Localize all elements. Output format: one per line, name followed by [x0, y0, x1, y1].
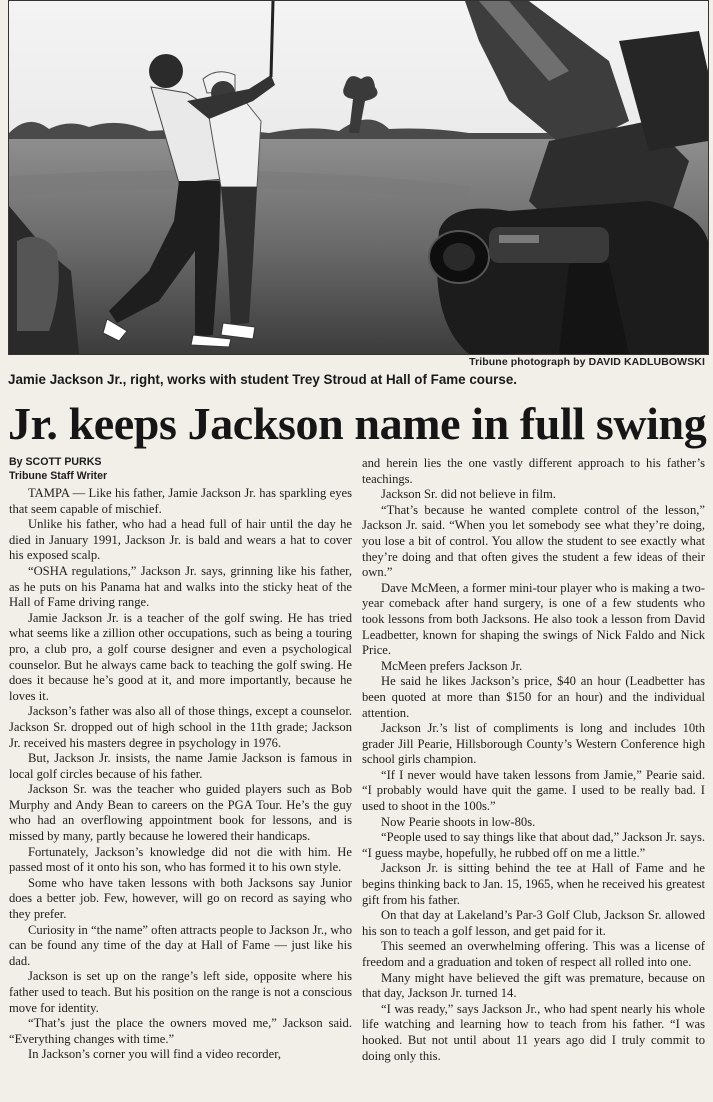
paragraph: This seemed an overwhelming offering. This was a license of freedom and a graduation and token of respect all rolled into one.: [362, 939, 705, 969]
paragraph: McMeen prefers Jackson Jr.: [381, 658, 523, 673]
paragraph: Unlike his father, who had a head full of hair until the day he died in January 1991, Jackson Jr. is bald and wears a hat to cover his exposed scalp.: [9, 517, 352, 563]
paragraph: “People used to say things like that about dad,” Jackson Jr. says. “I guess maybe, hopefully, he rubbed off on me a little.”: [362, 830, 705, 860]
paragraph: Many might have believed the gift was premature, because on that day, Jackson Jr. turned 14.: [362, 970, 705, 1001]
paragraph: “I was ready,” says Jackson Jr., who had spent nearly his whole life watching and learning how to teach from his father. “I was hooked. But not until about 11 years ago did I truly commit to doing only this.: [362, 1001, 705, 1063]
paragraph: “OSHA regulations,” Jackson Jr. says, grinning like his father, as he puts on his Panama hat and walks into the sticky heat of the Hall of Fame driving range.: [9, 563, 352, 610]
paragraph: Jamie Jackson Jr. is a teacher of the golf swing. He has tried what seems like a zillion other occupations, such as being a touring pro, a club pro, a golf course designer and even a psychological counselor. But he always came back to teaching the golf swing. He does it because he’s good at it, and more importantly, because he loves it.: [9, 610, 352, 703]
article-headline: Jr. keeps Jackson name in full swing: [8, 398, 707, 449]
paragraph: “That’s just the place the owners moved me,” Jackson said. “Everything changes with time.”: [9, 1016, 352, 1046]
byline-title: Tribune Staff Writer: [9, 469, 108, 482]
paragraph: TAMPA — Like his father, Jamie Jackson Jr. has sparkling eyes that seem capable of mischief.: [9, 486, 352, 516]
paragraph: In Jackson’s corner you will find a video recorder,: [28, 1047, 282, 1062]
paragraph: Jackson is set up on the range’s left side, opposite where his father used to teach. But his position on the range is not a conscious move for identity.: [9, 969, 352, 1015]
paragraph: Jackson Jr. is sitting behind the tee at Hall of Fame and he begins thinking back to Jan. 15, 1965, when he received his greatest gift from his father.: [362, 861, 705, 907]
paragraph: Curiosity in “the name” often attracts people to Jackson Jr., who can be found any time of the day at Hall of Fame — just like his dad.: [9, 922, 352, 968]
paragraph: Jackson Jr.’s list of compliments is long and includes 10th grader Jill Pearie, Hillsborough County’s Western Conference high school girls champion.: [362, 721, 705, 767]
paragraph: “That’s because he wanted complete control of the lesson,” Jackson Jr. said. “When you let somebody see what they’re doing, you lose a bit of control. You allow the student to see exactly what they’re doing and that often gives the student a few ideas of their own.”: [362, 502, 705, 580]
article-column-right: [362, 456, 705, 1064]
paragraph: Now Pearie shoots in low-80s.: [381, 814, 536, 829]
paragraph: But, Jackson Jr. insists, the name Jamie Jackson is famous in local golf circles because of his father.: [9, 751, 352, 781]
byline-author: By SCOTT PURKS: [9, 456, 102, 468]
article-column-left: [9, 456, 352, 1063]
photo-credit: Tribune photograph by DAVID KADLUBOWSKI: [469, 356, 705, 368]
paragraph: Dave McMeen, a former mini-tour player who is making a two-year comeback after hand surgery, is one of a few students who took lessons from both Jacksons. He also took a lesson from David Leadbetter, known for shaping the swings of Nick Faldo and Nick Price.: [362, 580, 705, 658]
photo-caption: Jamie Jackson Jr., right, works with student Trey Stroud at Hall of Fame course.: [8, 372, 517, 387]
paragraph: Some who have taken lessons with both Jacksons say Junior does a better job. Few, however, will go on record as saying who they prefer.: [9, 875, 352, 922]
paragraph: On that day at Lakeland’s Par-3 Golf Club, Jackson Sr. allowed his son to teach a golf lesson, and get paid for it.: [362, 908, 705, 938]
paragraph: He said he likes Jackson’s price, $40 an hour (Leadbetter has been quoted at more than $150 for an hour) and the individual attention.: [362, 674, 705, 720]
paragraph-continued: and herein lies the one vastly different approach to his father’s teachings.: [362, 456, 705, 486]
paragraph: Jackson Sr. did not believe in film.: [381, 487, 556, 502]
paragraph: “If I never would have taken lessons from Jamie,” Pearie said. “I probably would have quit the game. I used to be really bad. I used to shoot in the 100s.”: [362, 767, 705, 814]
article-photo: [8, 0, 709, 355]
paragraph: Jackson Sr. was the teacher who guided players such as Bob Murphy and Andy Bean to careers on the PGA Tour. He’s the guy who had an overflowing appointment book for lessons, and is missed by many, partly because he lowered their handicaps.: [9, 782, 352, 844]
paragraph: Fortunately, Jackson’s knowledge did not die with him. He passed most of it onto his son, who has formed it to his own style.: [9, 844, 352, 875]
paragraph: Jackson’s father was also all of those things, except a counselor. Jackson Sr. dropped out of high school in the 11th grade; Jackson Jr. received his masters degree in psychology in 1976.: [9, 704, 352, 750]
